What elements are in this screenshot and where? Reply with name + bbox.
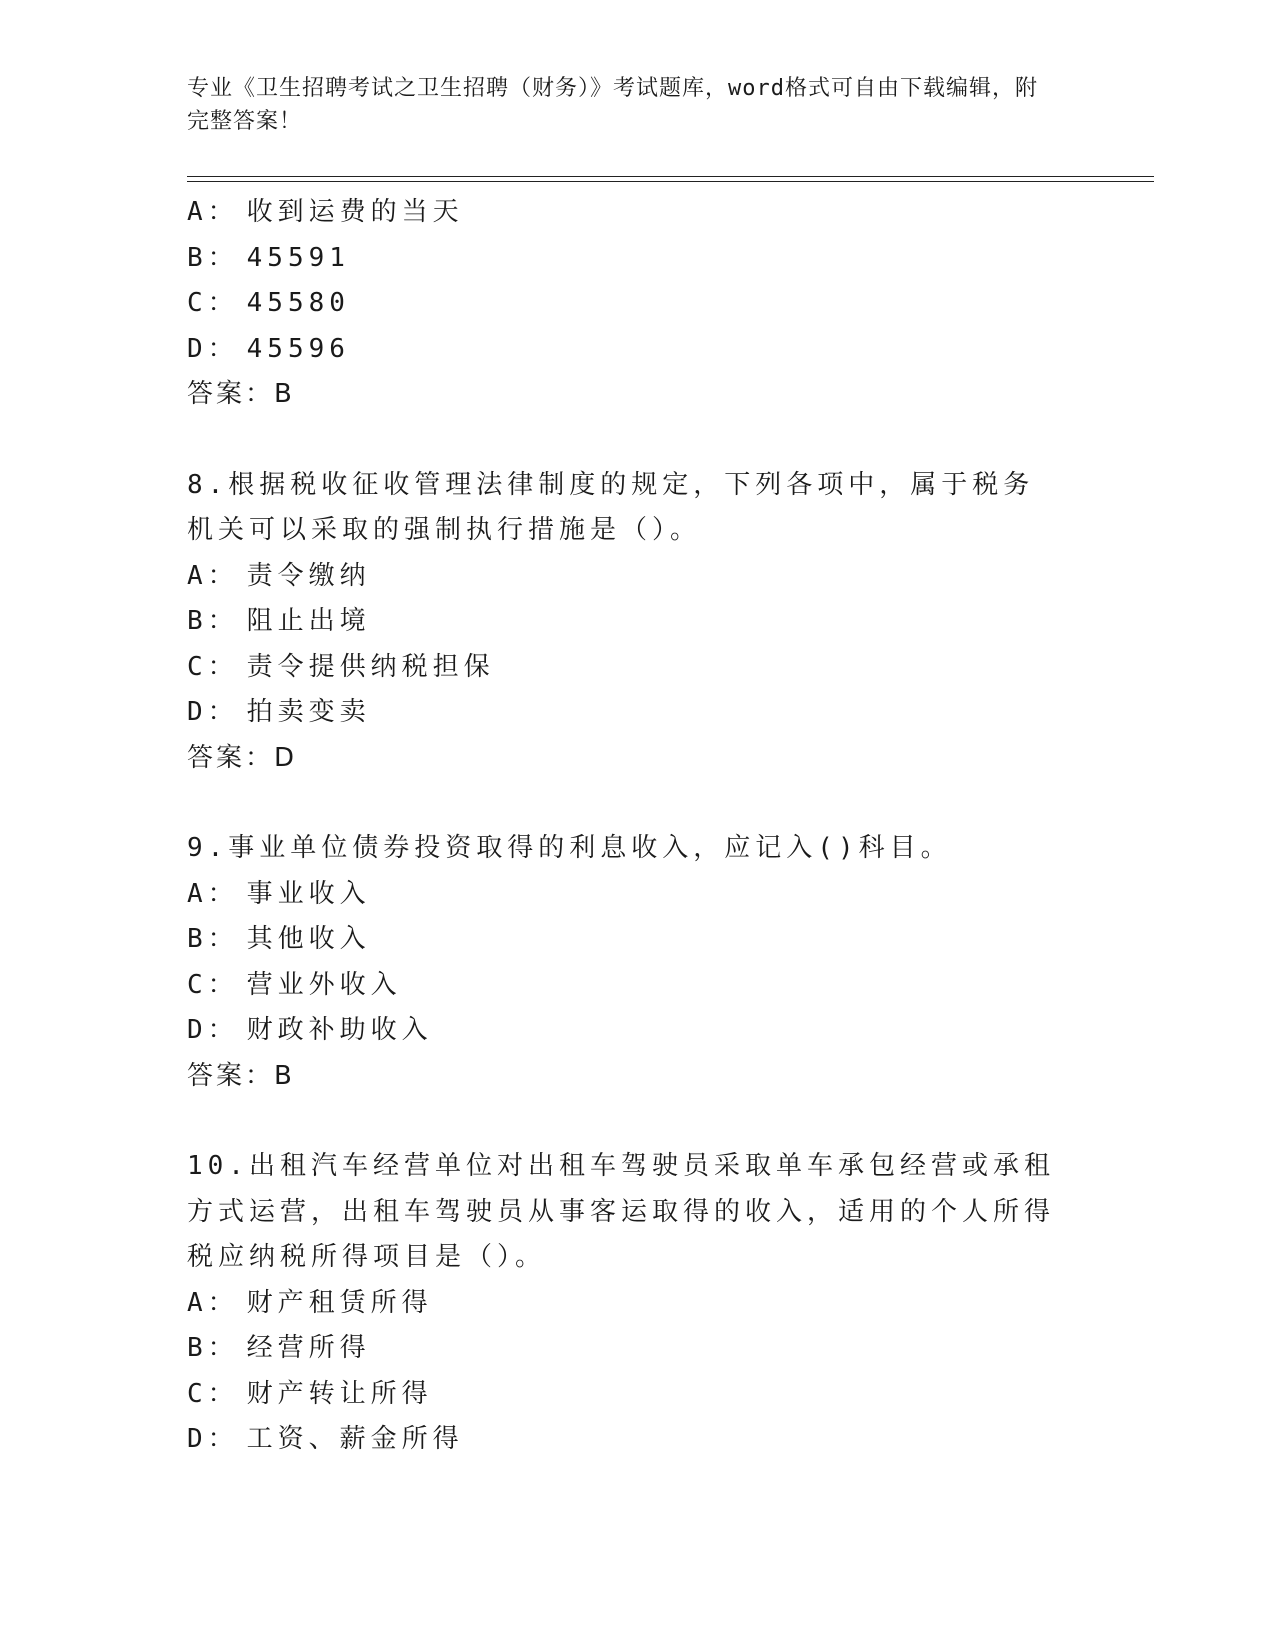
answer-line: 答案：D: [187, 742, 298, 773]
option-text: 45591: [246, 242, 350, 273]
option-text: 工资、薪金所得: [246, 1424, 464, 1454]
option-a: [187, 554, 1087, 600]
header-divider: [187, 176, 1154, 182]
option-text: 责令缴纳: [246, 560, 371, 591]
option-b: [187, 1326, 1087, 1372]
option-text: 营业外收入: [246, 969, 402, 1000]
option-text: 收到运费的当天: [246, 197, 464, 227]
option-key: A：: [187, 560, 239, 591]
option-key: C：: [187, 969, 239, 1000]
option-text: 45596: [246, 333, 350, 364]
header-note: 专业《卫生招聘考试之卫生招聘（财务）》考试题库，word格式可自由下载编辑，附完整答案！: [187, 76, 1038, 134]
option-key: D：: [187, 333, 239, 364]
option-d: [187, 327, 1087, 373]
question-text: 9.事业单位债券投资取得的利息收入，应记入()科目。: [187, 833, 952, 863]
option-a: [187, 190, 1087, 236]
option-key: D：: [187, 697, 239, 727]
option-key: B：: [187, 606, 239, 636]
answer-line: 答案：B: [187, 379, 295, 409]
option-key: B：: [187, 1333, 239, 1363]
option-key: D：: [187, 1424, 239, 1454]
option-c: [187, 1372, 1087, 1418]
option-key: D：: [187, 1015, 239, 1045]
option-key: A：: [187, 878, 239, 909]
option-b: [187, 599, 1087, 645]
option-key: A：: [187, 197, 239, 227]
option-text: 拍卖变卖: [246, 697, 371, 727]
option-key: C：: [187, 288, 239, 318]
question-text: 8.根据税收征收管理法律制度的规定，下列各项中，属于税务机关可以采取的强制执行措施是（）。: [187, 469, 1035, 545]
option-text: 财政补助收入: [246, 1015, 433, 1045]
option-a: [187, 872, 1087, 918]
option-c: [187, 645, 1087, 691]
option-c: [187, 281, 1087, 327]
option-text: 其他收入: [246, 924, 371, 954]
option-key: C：: [187, 1378, 239, 1409]
question-8: [187, 463, 1087, 782]
question-10: [187, 1144, 1087, 1463]
option-text: 财产租赁所得: [246, 1287, 433, 1318]
option-key: B：: [187, 924, 239, 954]
option-text: 事业收入: [246, 878, 371, 909]
question-text: 10.出租汽车经营单位对出租车驾驶员采取单车承包经营或承租方式运营，出租车驾驶员从事客运取得的收入，适用的个人所得税应纳税所得项目是（）。: [187, 1151, 1056, 1272]
option-text: 经营所得: [246, 1333, 371, 1363]
document-header: [187, 72, 1087, 138]
option-b: [187, 917, 1087, 963]
option-text: 责令提供纳税担保: [246, 651, 495, 682]
question-9: [187, 826, 1087, 1099]
option-c: [187, 963, 1087, 1009]
option-key: C：: [187, 651, 239, 682]
option-b: [187, 236, 1087, 282]
previous-question: [187, 190, 1087, 418]
option-a: [187, 1281, 1087, 1327]
option-text: 45580: [246, 288, 350, 318]
option-text: 财产转让所得: [246, 1378, 433, 1409]
option-key: A：: [187, 1287, 239, 1318]
option-d: [187, 1417, 1087, 1463]
option-key: B：: [187, 242, 239, 273]
option-d: [187, 690, 1087, 736]
question-list: [187, 190, 1087, 1463]
option-text: 阻止出境: [246, 606, 371, 636]
option-d: [187, 1008, 1087, 1054]
answer-line: 答案：B: [187, 1060, 295, 1091]
